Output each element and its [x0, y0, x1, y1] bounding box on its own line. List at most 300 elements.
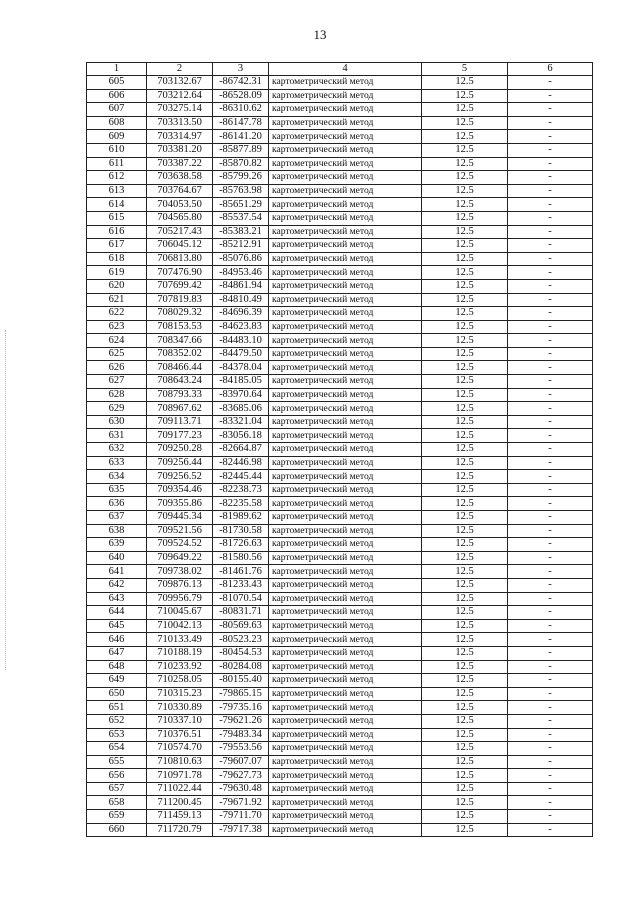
table-cell: 610: [87, 143, 147, 157]
table-cell: 709876.13: [147, 578, 213, 592]
table-cell: -80155.40: [213, 674, 269, 688]
table-cell: -82445.44: [213, 470, 269, 484]
table-cell: -84483.10: [213, 334, 269, 348]
table-cell: -: [508, 239, 593, 253]
table-cell: -79717.38: [213, 823, 269, 837]
table-cell: 616: [87, 225, 147, 239]
table-cell: 703212.64: [147, 89, 213, 103]
table-cell: картометрический метод: [269, 606, 422, 620]
table-cell: -: [508, 443, 593, 457]
table-row: [87, 211, 593, 225]
table-cell: картометрический метод: [269, 266, 422, 280]
table-row: [87, 674, 593, 688]
table-cell: картометрический метод: [269, 687, 422, 701]
table-cell: 703275.14: [147, 103, 213, 117]
table-cell: 709524.52: [147, 538, 213, 552]
table-cell: -79711.70: [213, 810, 269, 824]
table-cell: картометрический метод: [269, 511, 422, 525]
table-cell: -: [508, 592, 593, 606]
table-cell: 12.5: [422, 619, 508, 633]
table-cell: -: [508, 429, 593, 443]
table-cell: 708029.32: [147, 307, 213, 321]
table-cell: 620: [87, 279, 147, 293]
table-cell: 12.5: [422, 497, 508, 511]
table-cell: 12.5: [422, 578, 508, 592]
table-cell: картометрический метод: [269, 171, 422, 185]
table-cell: -82664.87: [213, 443, 269, 457]
table-cell: 703314.97: [147, 130, 213, 144]
table-cell: картометрический метод: [269, 307, 422, 321]
table-cell: 708466.44: [147, 361, 213, 375]
table-row: [87, 443, 593, 457]
table-cell: 12.5: [422, 565, 508, 579]
table-cell: -82238.73: [213, 483, 269, 497]
table-cell: 12.5: [422, 171, 508, 185]
table-cell: -: [508, 225, 593, 239]
table-cell: -79553.56: [213, 742, 269, 756]
table-cell: 12.5: [422, 769, 508, 783]
table-row: [87, 646, 593, 660]
table-row: [87, 334, 593, 348]
table-cell: 704565.80: [147, 211, 213, 225]
table-cell: 651: [87, 701, 147, 715]
table-cell: 12.5: [422, 143, 508, 157]
table-cell: -83970.64: [213, 388, 269, 402]
table-cell: картометрический метод: [269, 796, 422, 810]
table-cell: 12.5: [422, 782, 508, 796]
table-cell: -84696.39: [213, 307, 269, 321]
table-cell: 606: [87, 89, 147, 103]
margin-line: [5, 330, 7, 670]
table-cell: -: [508, 470, 593, 484]
table-cell: 709177.23: [147, 429, 213, 443]
table-cell: 703764.67: [147, 184, 213, 198]
table-cell: 656: [87, 769, 147, 783]
table-cell: 709649.22: [147, 551, 213, 565]
column-header: 1: [87, 63, 147, 76]
table-cell: 707699.42: [147, 279, 213, 293]
table-cell: картометрический метод: [269, 769, 422, 783]
table-cell: картометрический метод: [269, 619, 422, 633]
table-cell: 12.5: [422, 402, 508, 416]
table-row: [87, 225, 593, 239]
table-cell: 704053.50: [147, 198, 213, 212]
table-cell: 12.5: [422, 606, 508, 620]
table-cell: 628: [87, 388, 147, 402]
table-cell: 12.5: [422, 266, 508, 280]
column-header: 5: [422, 63, 508, 76]
table-cell: -: [508, 497, 593, 511]
table-cell: 711022.44: [147, 782, 213, 796]
table-cell: 709445.34: [147, 511, 213, 525]
table-row: [87, 375, 593, 389]
table-cell: -84479.50: [213, 347, 269, 361]
table-cell: 707476.90: [147, 266, 213, 280]
table-cell: -81989.62: [213, 511, 269, 525]
table-cell: 12.5: [422, 211, 508, 225]
table-cell: 710188.19: [147, 646, 213, 660]
table-row: [87, 606, 593, 620]
table-cell: 710233.92: [147, 660, 213, 674]
table-cell: 619: [87, 266, 147, 280]
table-cell: 711459.13: [147, 810, 213, 824]
table-cell: картометрический метод: [269, 293, 422, 307]
table-cell: -85076.86: [213, 252, 269, 266]
table-cell: 638: [87, 524, 147, 538]
table-cell: -: [508, 143, 593, 157]
table-cell: 12.5: [422, 347, 508, 361]
table-cell: -: [508, 578, 593, 592]
table-row: [87, 456, 593, 470]
table-cell: -: [508, 674, 593, 688]
table-cell: 658: [87, 796, 147, 810]
table-cell: -: [508, 103, 593, 117]
table-cell: 659: [87, 810, 147, 824]
table-row: [87, 782, 593, 796]
table-row: [87, 157, 593, 171]
table-cell: 709956.79: [147, 592, 213, 606]
table-cell: -: [508, 714, 593, 728]
table-cell: 12.5: [422, 76, 508, 90]
table-cell: 635: [87, 483, 147, 497]
page-number: 13: [313, 27, 327, 42]
table-cell: 707819.83: [147, 293, 213, 307]
table-row: [87, 565, 593, 579]
table-cell: -81730.58: [213, 524, 269, 538]
table-cell: 12.5: [422, 538, 508, 552]
table-cell: -83056.18: [213, 429, 269, 443]
table-cell: картометрический метод: [269, 415, 422, 429]
table-row: [87, 823, 593, 837]
table-cell: 703132.67: [147, 76, 213, 90]
table-cell: картометрический метод: [269, 388, 422, 402]
table-cell: -: [508, 211, 593, 225]
table-cell: -79630.48: [213, 782, 269, 796]
table-cell: 618: [87, 252, 147, 266]
table-cell: 705217.43: [147, 225, 213, 239]
table-cell: 708793.33: [147, 388, 213, 402]
table-cell: картометрический метод: [269, 565, 422, 579]
table-cell: 12.5: [422, 293, 508, 307]
table-row: [87, 701, 593, 715]
table-cell: -81726.63: [213, 538, 269, 552]
column-header: 4: [269, 63, 422, 76]
table-cell: -: [508, 511, 593, 525]
table-cell: картометрический метод: [269, 728, 422, 742]
table-row: [87, 755, 593, 769]
table-cell: -80569.63: [213, 619, 269, 633]
table-cell: -84861.94: [213, 279, 269, 293]
table-row: [87, 198, 593, 212]
table-row: [87, 320, 593, 334]
table-cell: 703381.20: [147, 143, 213, 157]
table-cell: -85877.89: [213, 143, 269, 157]
table-cell: 710810.63: [147, 755, 213, 769]
table-cell: 12.5: [422, 157, 508, 171]
table-row: [87, 279, 593, 293]
column-header: 3: [213, 63, 269, 76]
table-cell: -: [508, 76, 593, 90]
table-cell: картометрический метод: [269, 184, 422, 198]
table-cell: картометрический метод: [269, 714, 422, 728]
table-cell: 637: [87, 511, 147, 525]
table-cell: картометрический метод: [269, 551, 422, 565]
table-cell: -: [508, 266, 593, 280]
table-cell: -: [508, 198, 593, 212]
table-cell: -85383.21: [213, 225, 269, 239]
table-cell: 629: [87, 402, 147, 416]
table-row: [87, 143, 593, 157]
table-cell: картометрический метод: [269, 252, 422, 266]
table-cell: -: [508, 769, 593, 783]
table-row: [87, 769, 593, 783]
table-row: [87, 497, 593, 511]
table-cell: 650: [87, 687, 147, 701]
table-cell: 12.5: [422, 483, 508, 497]
table-cell: 612: [87, 171, 147, 185]
column-header: 2: [147, 63, 213, 76]
table-row: [87, 361, 593, 375]
table-cell: -: [508, 633, 593, 647]
table-row: [87, 293, 593, 307]
table-cell: -86147.78: [213, 116, 269, 130]
table-cell: 710376.51: [147, 728, 213, 742]
table-row: [87, 429, 593, 443]
table-cell: -80523.23: [213, 633, 269, 647]
table-row: [87, 742, 593, 756]
table-cell: -: [508, 687, 593, 701]
table-row: [87, 728, 593, 742]
table-cell: картометрический метод: [269, 279, 422, 293]
table-row: [87, 130, 593, 144]
table-row: [87, 184, 593, 198]
table-cell: 710330.89: [147, 701, 213, 715]
table-cell: -81580.56: [213, 551, 269, 565]
table-cell: 607: [87, 103, 147, 117]
table-cell: -80284.08: [213, 660, 269, 674]
coordinates-table: [86, 62, 593, 837]
table-cell: -: [508, 742, 593, 756]
table-cell: 12.5: [422, 728, 508, 742]
table-cell: 615: [87, 211, 147, 225]
table-cell: 632: [87, 443, 147, 457]
table-cell: картометрический метод: [269, 89, 422, 103]
table-cell: 631: [87, 429, 147, 443]
table-cell: 708352.02: [147, 347, 213, 361]
table-cell: 12.5: [422, 646, 508, 660]
table-cell: 12.5: [422, 89, 508, 103]
table-cell: 633: [87, 456, 147, 470]
table-cell: 626: [87, 361, 147, 375]
table-cell: 12.5: [422, 687, 508, 701]
table-row: [87, 810, 593, 824]
table-cell: картометрический метод: [269, 633, 422, 647]
table-cell: 12.5: [422, 456, 508, 470]
table-cell: картометрический метод: [269, 402, 422, 416]
table-cell: -: [508, 157, 593, 171]
table-cell: 709355.86: [147, 497, 213, 511]
table-cell: 709256.44: [147, 456, 213, 470]
table-cell: 608: [87, 116, 147, 130]
table-cell: картометрический метод: [269, 674, 422, 688]
table-cell: -: [508, 565, 593, 579]
table-cell: -: [508, 538, 593, 552]
table-cell: 649: [87, 674, 147, 688]
table-cell: 647: [87, 646, 147, 660]
table-cell: 710315.23: [147, 687, 213, 701]
table-cell: 652: [87, 714, 147, 728]
table-cell: картометрический метод: [269, 375, 422, 389]
table-cell: 657: [87, 782, 147, 796]
table-cell: -84810.49: [213, 293, 269, 307]
table-cell: 709738.02: [147, 565, 213, 579]
table-cell: -: [508, 252, 593, 266]
table-cell: -85870.82: [213, 157, 269, 171]
table-cell: 644: [87, 606, 147, 620]
table-cell: 640: [87, 551, 147, 565]
table-cell: картометрический метод: [269, 225, 422, 239]
table-cell: 624: [87, 334, 147, 348]
table-cell: картометрический метод: [269, 646, 422, 660]
table-cell: 627: [87, 375, 147, 389]
table-cell: -80454.53: [213, 646, 269, 660]
table-cell: 617: [87, 239, 147, 253]
table-cell: -: [508, 660, 593, 674]
table-cell: -: [508, 646, 593, 660]
table-cell: 12.5: [422, 116, 508, 130]
table-cell: картометрический метод: [269, 538, 422, 552]
table-cell: 706045.12: [147, 239, 213, 253]
table-cell: -79483.34: [213, 728, 269, 742]
table-cell: 709113.71: [147, 415, 213, 429]
table-row: [87, 239, 593, 253]
table-cell: 648: [87, 660, 147, 674]
table-cell: -: [508, 307, 593, 321]
table-cell: 630: [87, 415, 147, 429]
table-cell: 709521.56: [147, 524, 213, 538]
table-cell: картометрический метод: [269, 660, 422, 674]
table-cell: -79865.15: [213, 687, 269, 701]
table-cell: картометрический метод: [269, 157, 422, 171]
table-cell: 623: [87, 320, 147, 334]
table-cell: 639: [87, 538, 147, 552]
table-cell: 634: [87, 470, 147, 484]
table-cell: -: [508, 320, 593, 334]
table-cell: 703387.22: [147, 157, 213, 171]
table-cell: -85651.29: [213, 198, 269, 212]
table-cell: -: [508, 334, 593, 348]
table-cell: -79627.73: [213, 769, 269, 783]
table-cell: -: [508, 551, 593, 565]
table-cell: картометрический метод: [269, 782, 422, 796]
table-cell: -: [508, 402, 593, 416]
table-cell: -85799.26: [213, 171, 269, 185]
table-cell: 642: [87, 578, 147, 592]
table-cell: -: [508, 279, 593, 293]
table-cell: 706813.80: [147, 252, 213, 266]
table-cell: 12.5: [422, 279, 508, 293]
table-cell: 710133.49: [147, 633, 213, 647]
table-row: [87, 633, 593, 647]
table-row: [87, 76, 593, 90]
table-cell: -: [508, 606, 593, 620]
table-cell: -84185.05: [213, 375, 269, 389]
table-cell: картометрический метод: [269, 456, 422, 470]
table-row: [87, 796, 593, 810]
table-row: [87, 714, 593, 728]
table-cell: -: [508, 728, 593, 742]
table-cell: 12.5: [422, 225, 508, 239]
table-cell: 12.5: [422, 320, 508, 334]
table-cell: 12.5: [422, 239, 508, 253]
table-cell: -: [508, 130, 593, 144]
table-cell: 709354.46: [147, 483, 213, 497]
table-cell: -: [508, 89, 593, 103]
table-cell: -86310.62: [213, 103, 269, 117]
table-cell: 646: [87, 633, 147, 647]
table-cell: 12.5: [422, 742, 508, 756]
table-cell: 708967.62: [147, 402, 213, 416]
table-cell: -: [508, 810, 593, 824]
table-row: [87, 660, 593, 674]
table-cell: -: [508, 782, 593, 796]
table-cell: 622: [87, 307, 147, 321]
table-cell: 12.5: [422, 388, 508, 402]
table-cell: картометрический метод: [269, 103, 422, 117]
table-cell: -86528.09: [213, 89, 269, 103]
table-cell: -: [508, 347, 593, 361]
table-row: [87, 592, 593, 606]
table-row: [87, 524, 593, 538]
table-cell: 710258.05: [147, 674, 213, 688]
table-cell: 708153.53: [147, 320, 213, 334]
table-cell: -84623.83: [213, 320, 269, 334]
table-cell: 711720.79: [147, 823, 213, 837]
table-cell: -: [508, 701, 593, 715]
table-cell: -: [508, 116, 593, 130]
table-cell: 710337.10: [147, 714, 213, 728]
table-cell: картометрический метод: [269, 143, 422, 157]
table-cell: -81233.43: [213, 578, 269, 592]
table-cell: картометрический метод: [269, 470, 422, 484]
table-row: [87, 307, 593, 321]
table-cell: 12.5: [422, 701, 508, 715]
table-cell: 12.5: [422, 443, 508, 457]
table-cell: 12.5: [422, 470, 508, 484]
table-cell: 660: [87, 823, 147, 837]
table-cell: 710971.78: [147, 769, 213, 783]
table-cell: картометрический метод: [269, 239, 422, 253]
table-cell: -79735.16: [213, 701, 269, 715]
table-cell: 703638.58: [147, 171, 213, 185]
table-cell: 710045.67: [147, 606, 213, 620]
table-cell: 710574.70: [147, 742, 213, 756]
table-cell: -85212.91: [213, 239, 269, 253]
table-cell: 709250.28: [147, 443, 213, 457]
table-cell: 12.5: [422, 755, 508, 769]
table-cell: 643: [87, 592, 147, 606]
table-row: [87, 687, 593, 701]
table-cell: 710042.13: [147, 619, 213, 633]
table-cell: картометрический метод: [269, 810, 422, 824]
table-row: [87, 388, 593, 402]
table-cell: -: [508, 184, 593, 198]
table-cell: 655: [87, 755, 147, 769]
table-cell: 653: [87, 728, 147, 742]
table-cell: 645: [87, 619, 147, 633]
table-cell: -86742.31: [213, 76, 269, 90]
table-cell: -: [508, 388, 593, 402]
